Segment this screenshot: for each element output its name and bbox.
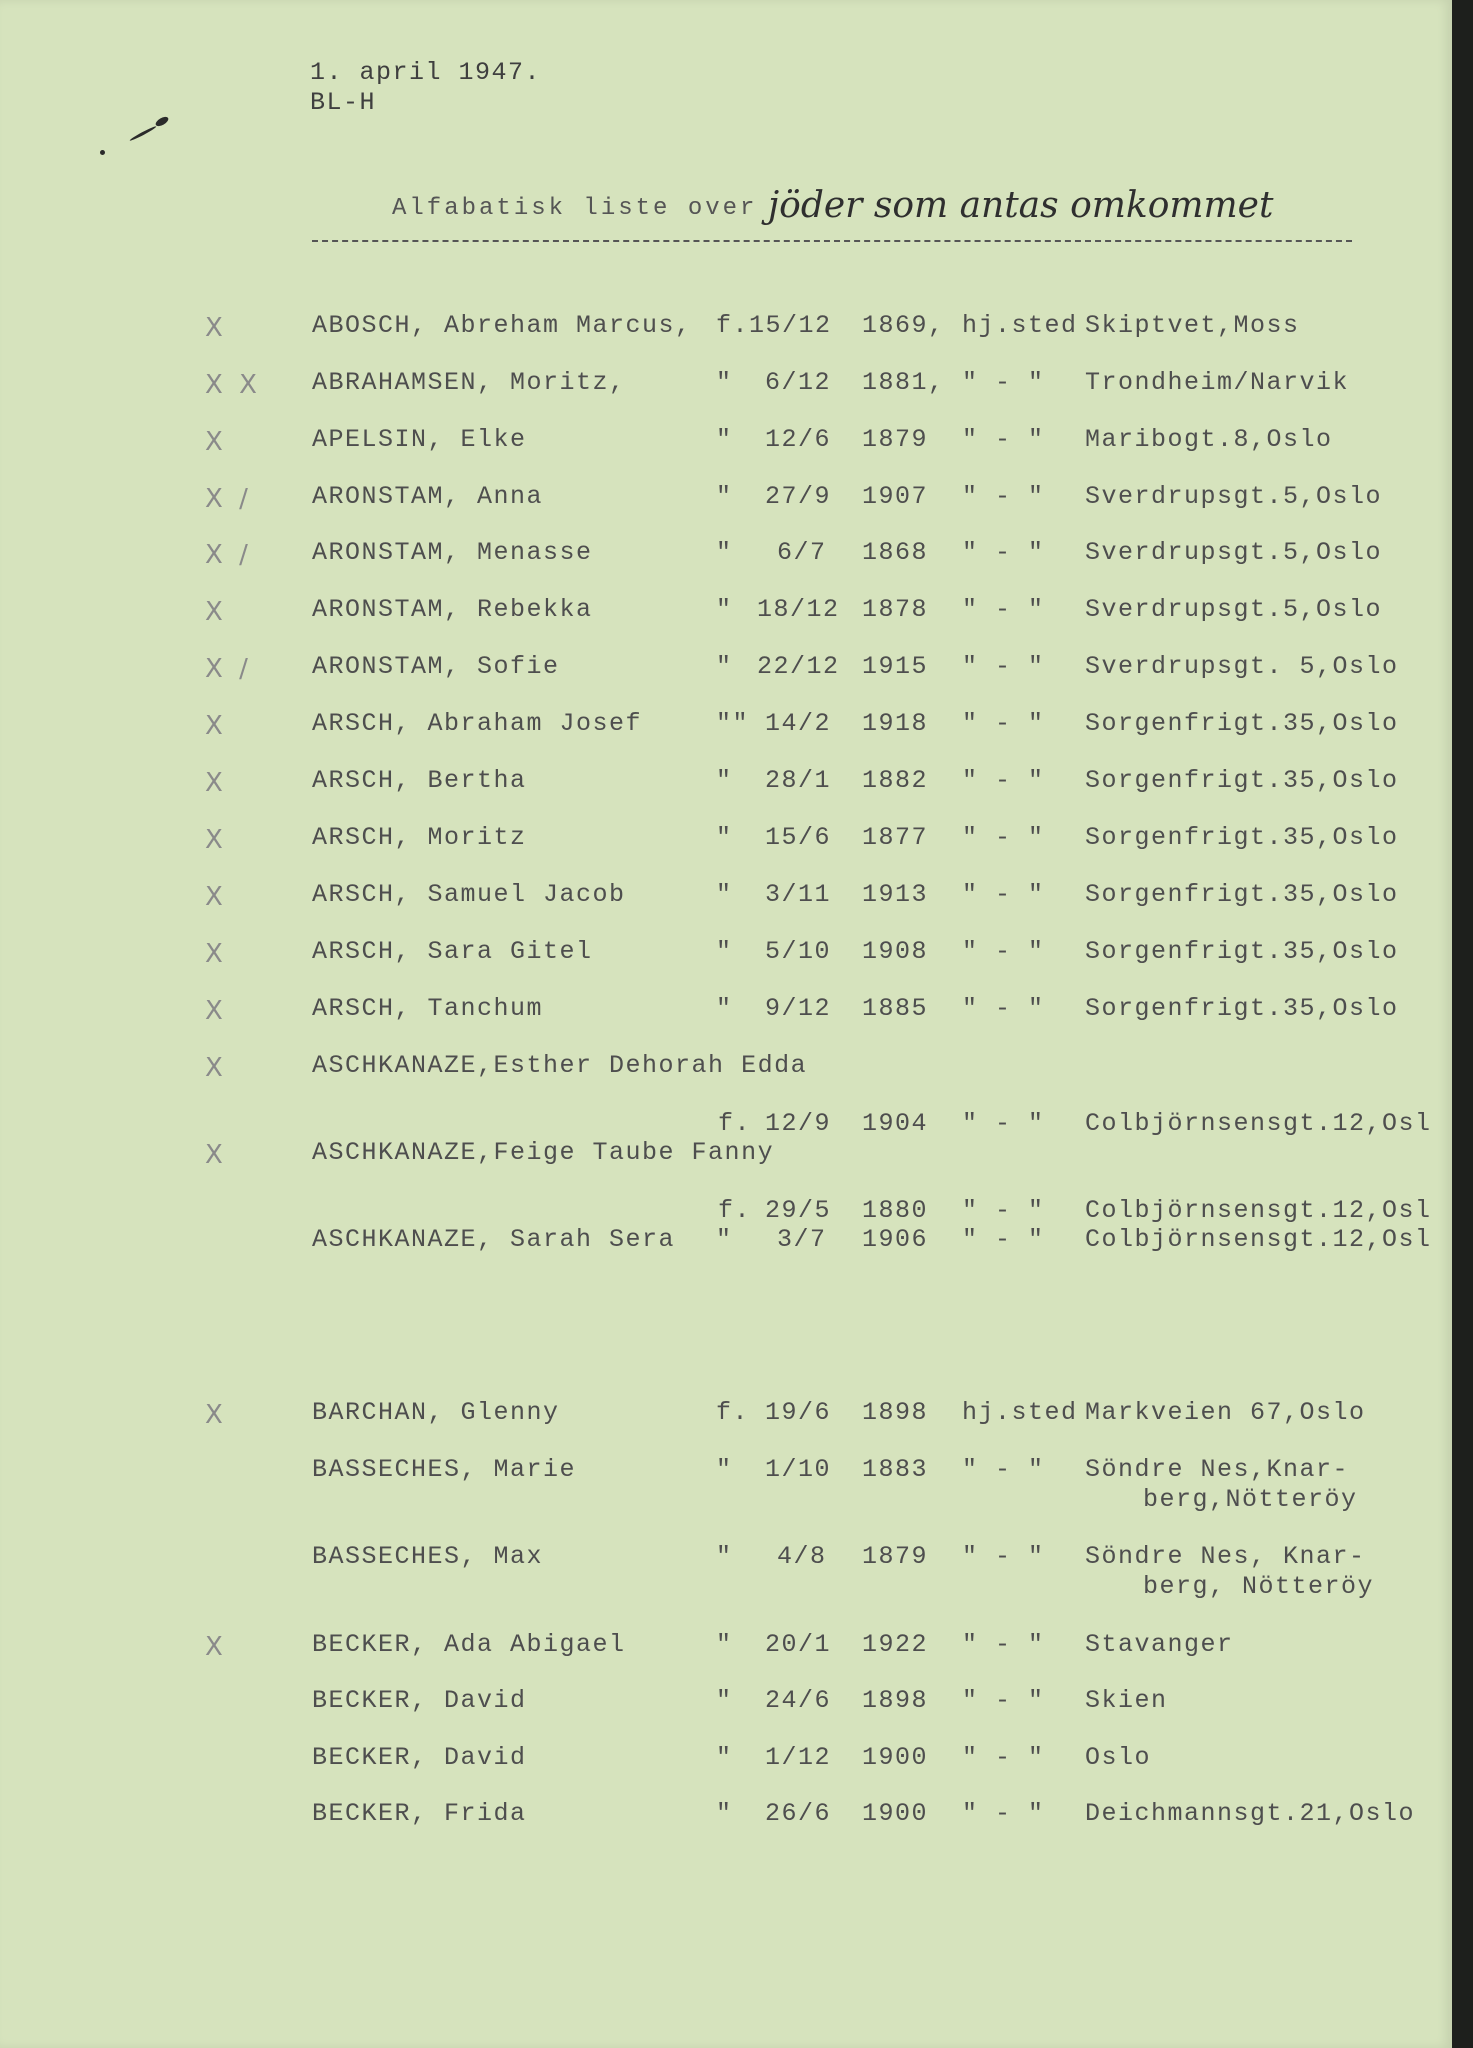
handwritten-title-insert: jöder som antas omkommet	[768, 185, 1274, 226]
entry-birth-prefix: "	[716, 937, 733, 966]
entry-address: Trondheim/Narvik	[1085, 368, 1350, 397]
entry-birth-date: 18/12	[757, 595, 840, 624]
entry-address-cont: berg,Nötteröy	[1143, 1485, 1358, 1514]
entry-birth-prefix: "	[716, 880, 733, 909]
entry-birth-date: 1/10	[765, 1455, 832, 1484]
entry-birth-year: 1900	[862, 1799, 929, 1828]
entry-birth-year: 1915	[862, 652, 929, 681]
entry-name: BECKER, David	[312, 1743, 527, 1772]
entry-birth-prefix: f.	[718, 1109, 752, 1138]
entry-birth-date: 1/12	[765, 1743, 832, 1772]
entry-birth-prefix: f.	[718, 1196, 752, 1225]
tally-mark: X	[205, 597, 227, 627]
entry-home-label: " - "	[962, 1542, 1045, 1571]
entry-birth-prefix: "	[716, 538, 733, 567]
entry-birth-prefix: f.15/12	[716, 311, 832, 340]
entry-address: Colbjörnsensgt.12,Osl	[1085, 1109, 1432, 1138]
entry-home-label: " - "	[962, 482, 1045, 511]
tally-mark: X	[205, 1140, 227, 1170]
entry-home-label: " - "	[962, 1109, 1045, 1138]
entry-birth-date: 27/9	[765, 482, 832, 511]
entry-birth-prefix: "	[716, 1799, 733, 1828]
entry-name: BASSECHES, Max	[312, 1542, 544, 1571]
reference-code: BL-H	[310, 88, 377, 117]
entry-birth-date: 3/7	[777, 1225, 827, 1254]
entry-address: Skiptvet,Moss	[1085, 311, 1300, 340]
tally-mark: X	[205, 768, 227, 798]
entry-name: ARONSTAM, Rebekka	[312, 595, 593, 624]
entry-address: Sverdrupsgt.5,Oslo	[1085, 595, 1383, 624]
tally-mark: X	[205, 996, 227, 1026]
entry-home-label: " - "	[962, 1630, 1045, 1659]
entry-address: Sverdrupsgt.5,Oslo	[1085, 538, 1383, 567]
entry-birth-date: 6/7	[777, 538, 827, 567]
entry-birth-date: 26/6	[765, 1799, 832, 1828]
entry-birth-prefix: "	[716, 823, 733, 852]
entry-address: Colbjörnsensgt.12,Osl	[1085, 1225, 1432, 1254]
entry-birth-year: 1900	[862, 1743, 929, 1772]
entry-birth-date: 9/12	[765, 994, 832, 1023]
entry-name: ARSCH, Moritz	[312, 823, 527, 852]
entry-birth-date: 29/5	[765, 1196, 832, 1225]
entry-birth-date: 12/9	[765, 1109, 832, 1138]
entry-name: ASCHKANAZE,Esther Dehorah Edda	[312, 1051, 808, 1080]
entry-address: Söndre Nes, Knar-	[1085, 1542, 1366, 1571]
entry-home-label: " - "	[962, 1686, 1045, 1715]
entry-birth-year: 1918	[862, 709, 929, 738]
entry-home-label: " - "	[962, 1225, 1045, 1254]
entry-birth-date: 15/6	[765, 823, 832, 852]
entry-home-label: " - "	[962, 538, 1045, 567]
list-title: Alfabatisk liste over	[392, 195, 758, 222]
tally-mark: X	[205, 1053, 227, 1083]
entry-home-label: " - "	[962, 823, 1045, 852]
entry-birth-date: 12/6	[765, 425, 832, 454]
ink-smudge	[100, 150, 105, 155]
entry-address: Sorgenfrigt.35,Oslo	[1085, 823, 1399, 852]
entry-address: Sorgenfrigt.35,Oslo	[1085, 994, 1399, 1023]
ink-smudge	[129, 125, 157, 142]
entry-home-label: hj.sted	[962, 311, 1078, 340]
entry-home-label: " - "	[962, 595, 1045, 624]
entry-birth-year: 1906	[862, 1225, 929, 1254]
tally-mark: X	[205, 711, 227, 741]
entry-birth-prefix: "	[716, 595, 733, 624]
tally-mark: X	[205, 939, 227, 969]
entry-birth-date: 22/12	[757, 652, 840, 681]
entry-birth-prefix: "	[716, 1630, 733, 1659]
entry-address-cont: berg, Nötteröy	[1143, 1572, 1375, 1601]
tally-mark: X	[205, 1632, 227, 1662]
entry-birth-prefix: "	[716, 766, 733, 795]
entry-name: ABRAHAMSEN, Moritz,	[312, 368, 626, 397]
date-line: 1. april 1947.	[310, 58, 542, 87]
entry-birth-date: 19/6	[765, 1398, 832, 1427]
entry-birth-year: 1908	[862, 937, 929, 966]
tally-mark: X	[205, 1400, 227, 1430]
entry-address: Sorgenfrigt.35,Oslo	[1085, 880, 1399, 909]
entry-birth-date: 4/8	[777, 1542, 827, 1571]
tally-mark: X	[205, 825, 227, 855]
entry-birth-year: 1881,	[862, 368, 945, 397]
entry-name: ASCHKANAZE,Feige Taube Fanny	[312, 1138, 775, 1167]
entry-birth-year: 1907	[862, 482, 929, 511]
entry-birth-year: 1879	[862, 1542, 929, 1571]
entry-birth-prefix: "	[716, 994, 733, 1023]
entry-birth-prefix: "	[716, 1225, 733, 1254]
entry-name: ARSCH, Tanchum	[312, 994, 544, 1023]
entry-birth-year: 1885	[862, 994, 929, 1023]
entry-home-label: " - "	[962, 1196, 1045, 1225]
entry-home-label: " - "	[962, 1799, 1045, 1828]
entry-home-label: " - "	[962, 937, 1045, 966]
entry-birth-year: 1883	[862, 1455, 929, 1484]
entry-address: Skien	[1085, 1686, 1168, 1715]
entry-birth-prefix: ""	[716, 709, 750, 738]
entry-birth-prefix: f.	[716, 1398, 750, 1427]
entry-birth-year: 1879	[862, 425, 929, 454]
entry-address: Sorgenfrigt.35,Oslo	[1085, 766, 1399, 795]
entry-address: Colbjörnsensgt.12,Osl	[1085, 1196, 1432, 1225]
tally-mark: X /	[205, 484, 252, 514]
entry-birth-year: 1880	[862, 1196, 929, 1225]
title-underline	[312, 240, 1352, 242]
entry-address: Oslo	[1085, 1743, 1152, 1772]
tally-mark: X	[205, 427, 227, 457]
entry-birth-year: 1868	[862, 538, 929, 567]
entry-birth-prefix: "	[716, 1743, 733, 1772]
entry-name: BARCHAN, Glenny	[312, 1398, 560, 1427]
entry-name: ARONSTAM, Sofie	[312, 652, 560, 681]
entry-birth-prefix: "	[716, 1686, 733, 1715]
entry-name: ARSCH, Samuel Jacob	[312, 880, 626, 909]
entry-name: BASSECHES, Marie	[312, 1455, 577, 1484]
entry-home-label: " - "	[962, 425, 1045, 454]
entry-birth-prefix: "	[716, 652, 733, 681]
tally-mark: X /	[205, 654, 252, 684]
entry-birth-year: 1913	[862, 880, 929, 909]
entry-name: ARSCH, Abraham Josef	[312, 709, 643, 738]
entry-name: APELSIN, Elke	[312, 425, 527, 454]
entry-birth-prefix: "	[716, 368, 733, 397]
entry-birth-prefix: "	[716, 482, 733, 511]
tally-mark: X	[205, 882, 227, 912]
entry-home-label: " - "	[962, 1455, 1045, 1484]
entry-name: ARONSTAM, Menasse	[312, 538, 593, 567]
entry-name: ABOSCH, Abreham Marcus,	[312, 311, 692, 340]
entry-birth-year: 1922	[862, 1630, 929, 1659]
entry-birth-prefix: "	[716, 1542, 733, 1571]
entry-name: ASCHKANAZE, Sarah Sera	[312, 1225, 676, 1254]
entry-home-label: " - "	[962, 368, 1045, 397]
entry-birth-date: 3/11	[765, 880, 832, 909]
entry-address: Söndre Nes,Knar-	[1085, 1455, 1350, 1484]
entry-birth-year: 1882	[862, 766, 929, 795]
entry-name: BECKER, David	[312, 1686, 527, 1715]
tally-mark: X /	[205, 540, 252, 570]
entry-birth-date: 6/12	[765, 368, 832, 397]
entry-home-label: " - "	[962, 994, 1045, 1023]
entry-birth-year: 1869,	[862, 311, 945, 340]
entry-address: Sorgenfrigt.35,Oslo	[1085, 937, 1399, 966]
entry-address: Sverdrupsgt. 5,Oslo	[1085, 652, 1399, 681]
entry-home-label: " - "	[962, 652, 1045, 681]
entry-birth-date: 20/1	[765, 1630, 832, 1659]
entry-name: ARSCH, Sara Gitel	[312, 937, 593, 966]
entry-name: ARSCH, Bertha	[312, 766, 527, 795]
entry-home-label: hj.sted	[962, 1398, 1078, 1427]
entry-home-label: " - "	[962, 1743, 1045, 1772]
entry-birth-year: 1878	[862, 595, 929, 624]
tally-mark: X X	[205, 370, 261, 400]
entry-address: Sverdrupsgt.5,Oslo	[1085, 482, 1383, 511]
entry-birth-date: 14/2	[765, 709, 832, 738]
entry-birth-date: 28/1	[765, 766, 832, 795]
entry-address: Markveien 67,Oslo	[1085, 1398, 1366, 1427]
entry-address: Deichmannsgt.21,Oslo	[1085, 1799, 1416, 1828]
entry-address: Sorgenfrigt.35,Oslo	[1085, 709, 1399, 738]
entry-home-label: " - "	[962, 880, 1045, 909]
entry-address: Stavanger	[1085, 1630, 1234, 1659]
entry-name: ARONSTAM, Anna	[312, 482, 544, 511]
entry-name: BECKER, Ada Abigael	[312, 1630, 626, 1659]
entry-birth-year: 1904	[862, 1109, 929, 1138]
entry-birth-year: 1877	[862, 823, 929, 852]
entry-birth-year: 1898	[862, 1398, 929, 1427]
entry-birth-year: 1898	[862, 1686, 929, 1715]
entry-birth-date: 5/10	[765, 937, 832, 966]
entry-birth-prefix: "	[716, 1455, 733, 1484]
tally-mark: X	[205, 313, 227, 343]
entry-birth-date: 24/6	[765, 1686, 832, 1715]
entry-birth-prefix: "	[716, 425, 733, 454]
entry-name: BECKER, Frida	[312, 1799, 527, 1828]
entry-home-label: " - "	[962, 709, 1045, 738]
entry-home-label: " - "	[962, 766, 1045, 795]
entry-address: Maribogt.8,Oslo	[1085, 425, 1333, 454]
